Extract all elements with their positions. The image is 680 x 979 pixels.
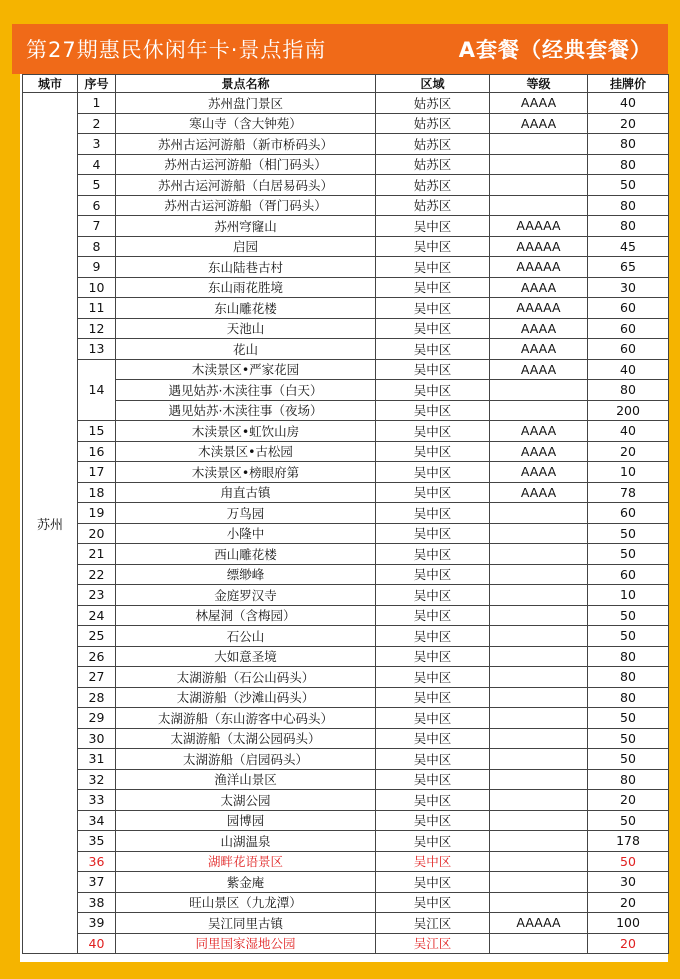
level-cell	[490, 769, 588, 790]
table-row	[23, 400, 669, 421]
level-cell: AAAA	[490, 421, 588, 442]
number-cell: 3	[78, 134, 116, 155]
name-cell: 苏州古运河游船（胥门码头）	[116, 195, 376, 216]
number-cell: 34	[78, 810, 116, 831]
area-cell: 姑苏区	[376, 195, 490, 216]
name-cell: 东山雨花胜境	[116, 277, 376, 298]
table-row	[23, 421, 669, 442]
header-price: 挂牌价	[588, 75, 669, 93]
area-cell: 吴中区	[376, 216, 490, 237]
number-cell: 19	[78, 503, 116, 524]
level-cell: AAAA	[490, 113, 588, 134]
number-cell: 29	[78, 708, 116, 729]
number-cell: 40	[78, 933, 116, 954]
name-cell: 木渎景区•虹饮山房	[116, 421, 376, 442]
number-cell: 37	[78, 872, 116, 893]
level-cell: AAAA	[490, 93, 588, 114]
area-cell: 吴中区	[376, 646, 490, 667]
name-cell: 苏州古运河游船（新市桥码头）	[116, 134, 376, 155]
area-cell: 吴中区	[376, 380, 490, 401]
name-cell: 湖畔花语景区	[116, 851, 376, 872]
price-cell: 50	[588, 810, 669, 831]
number-cell: 36	[78, 851, 116, 872]
level-cell	[490, 400, 588, 421]
name-cell: 石公山	[116, 626, 376, 647]
area-cell: 吴中区	[376, 236, 490, 257]
name-cell: 太湖游船（启园码头）	[116, 749, 376, 770]
number-cell: 8	[78, 236, 116, 257]
table-row	[23, 810, 669, 831]
number-cell: 6	[78, 195, 116, 216]
number-cell: 28	[78, 687, 116, 708]
number-cell: 15	[78, 421, 116, 442]
price-cell: 20	[588, 892, 669, 913]
level-cell: AAAAA	[490, 913, 588, 934]
area-cell: 吴中区	[376, 687, 490, 708]
level-cell: AAAAA	[490, 216, 588, 237]
area-cell: 吴中区	[376, 277, 490, 298]
name-cell: 林屋洞（含梅园）	[116, 605, 376, 626]
name-cell: 花山	[116, 339, 376, 360]
name-cell: 园博园	[116, 810, 376, 831]
number-cell: 38	[78, 892, 116, 913]
level-cell	[490, 605, 588, 626]
area-cell: 吴中区	[376, 749, 490, 770]
name-cell: 遇见姑苏·木渎往事（夜场）	[116, 400, 376, 421]
area-cell: 吴中区	[376, 339, 490, 360]
area-cell: 吴中区	[376, 831, 490, 852]
level-cell	[490, 154, 588, 175]
level-cell	[490, 810, 588, 831]
level-cell	[490, 851, 588, 872]
level-cell: AAAA	[490, 462, 588, 483]
header-number: 序号	[78, 75, 116, 93]
area-cell: 姑苏区	[376, 93, 490, 114]
area-cell: 吴中区	[376, 482, 490, 503]
name-cell: 太湖游船（石公山码头）	[116, 667, 376, 688]
level-cell	[490, 626, 588, 647]
table-row	[23, 544, 669, 565]
name-cell: 西山雕花楼	[116, 544, 376, 565]
area-cell: 吴中区	[376, 626, 490, 647]
name-cell: 东山陆巷古村	[116, 257, 376, 278]
level-cell	[490, 523, 588, 544]
level-cell	[490, 831, 588, 852]
number-cell: 33	[78, 790, 116, 811]
level-cell	[490, 728, 588, 749]
price-cell: 50	[588, 544, 669, 565]
price-cell: 10	[588, 585, 669, 606]
name-cell: 山湖温泉	[116, 831, 376, 852]
number-cell: 12	[78, 318, 116, 339]
name-cell: 同里国家湿地公园	[116, 933, 376, 954]
table-row	[23, 831, 669, 852]
area-cell: 吴中区	[376, 728, 490, 749]
name-cell: 寒山寺（含大钟苑）	[116, 113, 376, 134]
table-row	[23, 195, 669, 216]
price-cell: 60	[588, 318, 669, 339]
area-cell: 吴中区	[376, 810, 490, 831]
package-badge: A套餐（经典套餐）	[458, 38, 652, 62]
city-cell: 苏州	[23, 93, 78, 954]
number-cell: 25	[78, 626, 116, 647]
price-cell: 40	[588, 93, 669, 114]
number-cell: 4	[78, 154, 116, 175]
table-row	[23, 851, 669, 872]
number-cell: 27	[78, 667, 116, 688]
price-cell: 50	[588, 749, 669, 770]
name-cell: 紫金庵	[116, 872, 376, 893]
number-cell: 9	[78, 257, 116, 278]
page-title: 第27期惠民休闲年卡·景点指南	[26, 38, 327, 62]
area-cell: 姑苏区	[376, 134, 490, 155]
area-cell: 吴中区	[376, 421, 490, 442]
price-cell: 80	[588, 216, 669, 237]
price-cell: 20	[588, 933, 669, 954]
price-cell: 80	[588, 154, 669, 175]
level-cell	[490, 503, 588, 524]
area-cell: 吴中区	[376, 441, 490, 462]
header-name: 景点名称	[116, 75, 376, 93]
area-cell: 姑苏区	[376, 113, 490, 134]
area-cell: 吴中区	[376, 359, 490, 380]
price-cell: 60	[588, 339, 669, 360]
number-cell: 31	[78, 749, 116, 770]
number-cell: 32	[78, 769, 116, 790]
name-cell: 启园	[116, 236, 376, 257]
price-cell: 80	[588, 646, 669, 667]
table-row	[23, 175, 669, 196]
name-cell: 东山雕花楼	[116, 298, 376, 319]
area-cell: 吴江区	[376, 913, 490, 934]
price-cell: 50	[588, 626, 669, 647]
price-cell: 200	[588, 400, 669, 421]
name-cell: 小隆中	[116, 523, 376, 544]
price-cell: 60	[588, 564, 669, 585]
number-cell: 14	[78, 359, 116, 421]
name-cell: 木渎景区•榜眼府第	[116, 462, 376, 483]
level-cell: AAAA	[490, 318, 588, 339]
number-cell: 13	[78, 339, 116, 360]
table-row	[23, 482, 669, 503]
name-cell: 天池山	[116, 318, 376, 339]
name-cell: 渔洋山景区	[116, 769, 376, 790]
level-cell	[490, 175, 588, 196]
name-cell: 太湖游船（东山游客中心码头）	[116, 708, 376, 729]
price-cell: 80	[588, 667, 669, 688]
number-cell: 5	[78, 175, 116, 196]
number-cell: 21	[78, 544, 116, 565]
price-cell: 100	[588, 913, 669, 934]
area-cell: 姑苏区	[376, 175, 490, 196]
price-cell: 80	[588, 687, 669, 708]
price-cell: 50	[588, 605, 669, 626]
price-cell: 80	[588, 134, 669, 155]
area-cell: 吴江区	[376, 933, 490, 954]
table-row	[23, 441, 669, 462]
number-cell: 35	[78, 831, 116, 852]
table-row	[23, 892, 669, 913]
name-cell: 吴江同里古镇	[116, 913, 376, 934]
number-cell: 2	[78, 113, 116, 134]
area-cell: 吴中区	[376, 585, 490, 606]
area-cell: 吴中区	[376, 708, 490, 729]
name-cell: 金庭罗汉寺	[116, 585, 376, 606]
level-cell	[490, 687, 588, 708]
table-row	[23, 134, 669, 155]
number-cell: 1	[78, 93, 116, 114]
number-cell: 22	[78, 564, 116, 585]
header-area: 区域	[376, 75, 490, 93]
table-row	[23, 154, 669, 175]
level-cell: AAAA	[490, 359, 588, 380]
level-cell	[490, 892, 588, 913]
price-cell: 50	[588, 175, 669, 196]
header-banner	[12, 24, 668, 74]
area-cell: 吴中区	[376, 605, 490, 626]
area-cell: 吴中区	[376, 892, 490, 913]
price-cell: 10	[588, 462, 669, 483]
area-cell: 吴中区	[376, 790, 490, 811]
level-cell: AAAAA	[490, 236, 588, 257]
table-row	[23, 257, 669, 278]
area-cell: 吴中区	[376, 298, 490, 319]
price-cell: 40	[588, 359, 669, 380]
table-row	[23, 769, 669, 790]
price-cell: 60	[588, 503, 669, 524]
level-cell: AAAA	[490, 277, 588, 298]
level-cell	[490, 667, 588, 688]
number-cell: 23	[78, 585, 116, 606]
area-cell: 吴中区	[376, 564, 490, 585]
area-cell: 吴中区	[376, 851, 490, 872]
table-row	[23, 236, 669, 257]
name-cell: 万鸟园	[116, 503, 376, 524]
number-cell: 11	[78, 298, 116, 319]
area-cell: 姑苏区	[376, 154, 490, 175]
table-row	[23, 646, 669, 667]
area-cell: 吴中区	[376, 667, 490, 688]
table-row	[23, 277, 669, 298]
area-cell: 吴中区	[376, 462, 490, 483]
attractions-sheet	[20, 74, 668, 962]
table-row	[23, 359, 669, 380]
name-cell: 木渎景区•古松园	[116, 441, 376, 462]
table-row	[23, 708, 669, 729]
level-cell	[490, 564, 588, 585]
name-cell: 木渎景区•严家花园	[116, 359, 376, 380]
table-row	[23, 687, 669, 708]
level-cell: AAAA	[490, 339, 588, 360]
level-cell	[490, 646, 588, 667]
level-cell: AAAA	[490, 482, 588, 503]
price-cell: 40	[588, 421, 669, 442]
name-cell: 太湖游船（沙滩山码头）	[116, 687, 376, 708]
table-row	[23, 93, 669, 114]
table-row	[23, 298, 669, 319]
area-cell: 吴中区	[376, 544, 490, 565]
price-cell: 50	[588, 851, 669, 872]
table-body	[23, 93, 669, 954]
name-cell: 旺山景区（九龙潭）	[116, 892, 376, 913]
price-cell: 80	[588, 380, 669, 401]
table-row	[23, 380, 669, 401]
table-row	[23, 605, 669, 626]
name-cell: 甪直古镇	[116, 482, 376, 503]
table-row	[23, 113, 669, 134]
price-cell: 50	[588, 728, 669, 749]
price-cell: 178	[588, 831, 669, 852]
name-cell: 苏州穹窿山	[116, 216, 376, 237]
table-row	[23, 667, 669, 688]
level-cell	[490, 933, 588, 954]
table-row	[23, 564, 669, 585]
price-cell: 60	[588, 298, 669, 319]
table-row	[23, 462, 669, 483]
price-cell: 45	[588, 236, 669, 257]
table-row	[23, 585, 669, 606]
price-cell: 20	[588, 790, 669, 811]
number-cell: 17	[78, 462, 116, 483]
level-cell	[490, 134, 588, 155]
price-cell: 80	[588, 769, 669, 790]
name-cell: 缥缈峰	[116, 564, 376, 585]
attractions-table	[22, 74, 669, 954]
price-cell: 30	[588, 872, 669, 893]
number-cell: 26	[78, 646, 116, 667]
price-cell: 78	[588, 482, 669, 503]
area-cell: 吴中区	[376, 872, 490, 893]
number-cell: 20	[78, 523, 116, 544]
price-cell: 50	[588, 523, 669, 544]
level-cell: AAAA	[490, 441, 588, 462]
level-cell: AAAAA	[490, 298, 588, 319]
table-row	[23, 339, 669, 360]
name-cell: 遇见姑苏·木渎往事（白天）	[116, 380, 376, 401]
level-cell	[490, 195, 588, 216]
level-cell	[490, 872, 588, 893]
name-cell: 苏州盘门景区	[116, 93, 376, 114]
number-cell: 18	[78, 482, 116, 503]
name-cell: 苏州古运河游船（相门码头）	[116, 154, 376, 175]
table-row	[23, 626, 669, 647]
level-cell	[490, 790, 588, 811]
number-cell: 10	[78, 277, 116, 298]
table-row	[23, 728, 669, 749]
number-cell: 30	[78, 728, 116, 749]
table-row	[23, 523, 669, 544]
price-cell: 20	[588, 441, 669, 462]
level-cell: AAAAA	[490, 257, 588, 278]
table-row	[23, 913, 669, 934]
price-cell: 80	[588, 195, 669, 216]
level-cell	[490, 749, 588, 770]
price-cell: 20	[588, 113, 669, 134]
table-row	[23, 216, 669, 237]
header-level: 等级	[490, 75, 588, 93]
price-cell: 30	[588, 277, 669, 298]
name-cell: 太湖游船（太湖公园码头）	[116, 728, 376, 749]
table-row	[23, 790, 669, 811]
table-row	[23, 503, 669, 524]
level-cell	[490, 380, 588, 401]
table-row	[23, 933, 669, 954]
number-cell: 7	[78, 216, 116, 237]
table-header-row	[23, 75, 669, 93]
table-row	[23, 872, 669, 893]
table-row	[23, 318, 669, 339]
number-cell: 39	[78, 913, 116, 934]
number-cell: 16	[78, 441, 116, 462]
table-row	[23, 749, 669, 770]
price-cell: 50	[588, 708, 669, 729]
name-cell: 大如意圣境	[116, 646, 376, 667]
header-city: 城市	[23, 75, 78, 93]
area-cell: 吴中区	[376, 257, 490, 278]
area-cell: 吴中区	[376, 769, 490, 790]
level-cell	[490, 585, 588, 606]
area-cell: 吴中区	[376, 318, 490, 339]
name-cell: 苏州古运河游船（白居易码头）	[116, 175, 376, 196]
name-cell: 太湖公园	[116, 790, 376, 811]
area-cell: 吴中区	[376, 400, 490, 421]
area-cell: 吴中区	[376, 503, 490, 524]
price-cell: 65	[588, 257, 669, 278]
level-cell	[490, 544, 588, 565]
level-cell	[490, 708, 588, 729]
number-cell: 24	[78, 605, 116, 626]
area-cell: 吴中区	[376, 523, 490, 544]
